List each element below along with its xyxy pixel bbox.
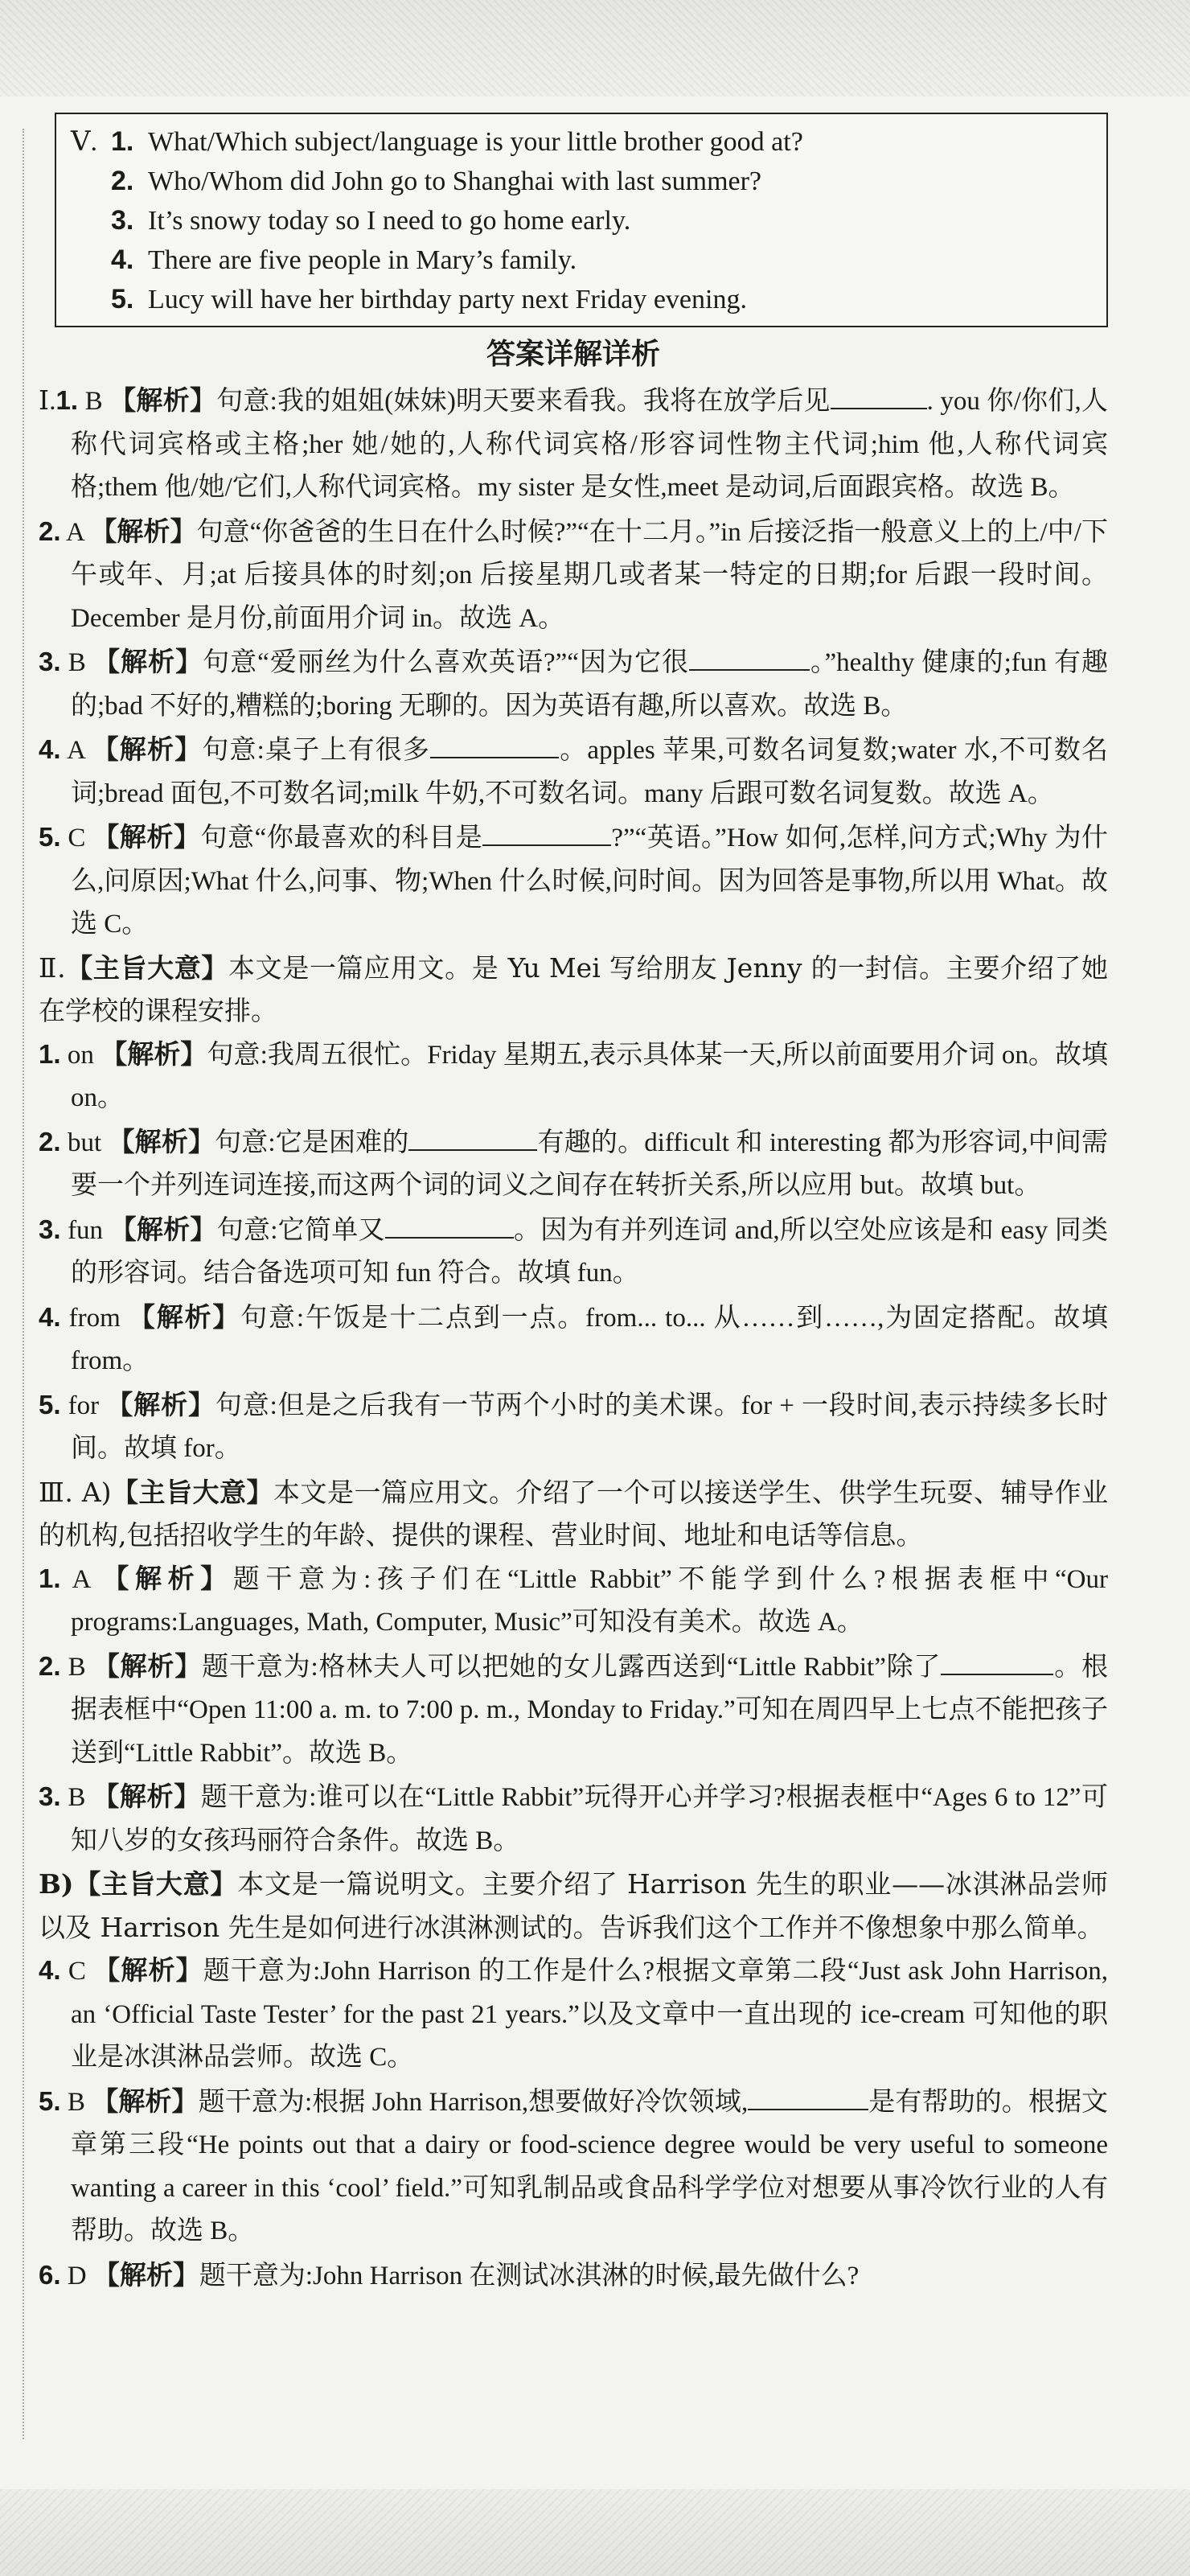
s2-q1: 1. on 【解析】句意:我周五很忙。Friday 星期五,表示具体某一天,所以前面要用介词 on。故填 on。 (39, 1038, 1109, 1112)
section-v-label: Ⅴ. (71, 127, 98, 157)
scan-top-margin (0, 0, 1190, 97)
dotted-margin-rule (23, 129, 39, 2439)
s1-q2: 2. A 【解析】句意“你爸爸的生日在什么时候?”“在十二月。”in 后接泛指一般意义上的上/中/下午或年、月;at 后接具体的时刻;on 后接星期几或者某一特定的日期;for 后跟一段时间。December 是月份,前面用介词 in。故选 A。 (39, 516, 1109, 633)
s1-q5: 5. C 【解析】句意“你最喜欢的科目是 ?”“英语。”How 如何,怎样,问方式;Why 为什么,问原因;What 什么,问事、物;When 什么时候,问时间。因为回答是事物,所以用 What。故选 C。 (39, 822, 1109, 939)
answer-blank (408, 1125, 537, 1151)
section-v-item: 4. There are five people in Mary’s family. (111, 244, 577, 275)
s2-q3: 3. fun 【解析】句意:它简单又 。因为有并列连词 and,所以空处应该是和 easy 同类的形容词。结合备选项可知 fun 符合。故填 fun。 (39, 1214, 1109, 1288)
answer-blank (385, 1213, 514, 1239)
page-content (39, 113, 1108, 2298)
s3-q3: 3. B 【解析】题干意为:谁可以在“Little Rabbit”玩得开心并学习?根据表框中“Ages 6 to 12”可知八岁的女孩玛丽符合条件。故选 B。 (39, 1781, 1109, 1855)
s3-q1: 1. A 【解析】题干意为:孩子们在“Little Rabbit”不能学到什么?根据表框中“Our programs:Languages, Math, Computer, Music”可知没有美术。故选 A。 (39, 1563, 1108, 1637)
answer-blank (941, 1650, 1053, 1675)
s1-q4: 4. A 【解析】句意:桌子上有很多 。apples 苹果,可数名词复数;water 水,不可数名词;bread 面包,不可数名词;milk 牛奶,不可数名词。many 后跟可数名词复数。故选 A。 (39, 734, 1109, 808)
s3-q4: 4. C 【解析】题干意为:John Harrison 的工作是什么?根据文章第二段“Just ask John Harrison, an ‘Official Taste Tester’ for the past 21 years.”以及文章中一直出现的 ice-cream 可知他的职业是冰淇淋品尝师。故选 C。 (39, 1955, 1109, 2072)
s2-q5: 5. for 【解析】句意:但是之后我有一节两个小时的美术课。for + 一段时间,表示持续多长时间。故填 for。 (39, 1389, 1109, 1463)
s1-q3: 3. B 【解析】句意“爱丽丝为什么喜欢英语?”“因为它很 。”healthy 健康的;fun 有趣的;bad 不好的,糟糕的;boring 无聊的。因为英语有趣,所以喜欢。故选 B。 (39, 647, 1109, 721)
s3a-main-idea: Ⅲ. A)【主旨大意】本文是一篇应用文。介绍了一个可以接送学生、供学生玩耍、辅导作业的机构,包括招收学生的年龄、提供的课程、营业时间、地址和电话等信息。 (39, 1476, 1108, 1551)
section-v-item: 2. Who/Whom did John go to Shanghai with last summer? (111, 166, 762, 196)
scan-bottom-margin (0, 2489, 1190, 2576)
s3-q2: 2. B 【解析】题干意为:格林夫人可以把她的女儿露西送到“Little Rabbit”除了 。根据表框中“Open 11:00 a. m. to 7:00 p. m., Monday to Friday.”可知在周四早上七点不能把孩子送到“Little Rabbit”。故选 B。 (39, 1650, 1109, 1768)
section-v-item: Ⅴ. 1. What/Which subject/language is your little brother good at? (71, 122, 1092, 162)
s2-q2: 2. but 【解析】句意:它是困难的 有趣的。difficult 和 interesting 都为形容词,中间需要一个并列连词连接,而这两个词的词义之间存在转折关系,所以应用 but。故填 but。 (39, 1126, 1109, 1200)
answer-blank (831, 384, 927, 409)
section-v-item: 5. Lucy will have her birthday party next Friday evening. (111, 284, 747, 314)
s3b-main-idea: B)【主旨大意】本文是一篇说明文。主要介绍了 Harrison 先生的职业——冰淇淋品尝师以及 Harrison 先生是如何进行冰淇淋测试的。告诉我们这个工作并不像想象中那么简单。 (39, 1868, 1109, 1943)
section-v-answer-box (55, 113, 1108, 327)
s2-q4: 4. from 【解析】句意:午饭是十二点到一点。from... to... 从……到……,为固定搭配。故填 from。 (39, 1301, 1109, 1375)
answer-blank (430, 733, 559, 758)
section-v-item: 3. It’s snowy today so I need to go home early. (111, 205, 631, 236)
answer-blank (482, 820, 611, 846)
s3-q5: 5. B 【解析】题干意为:根据 John Harrison,想要做好冷饮领域, 是有帮助的。根据文章第三段“He points out that a dairy or food-science degree would be very useful to someone wanting a career in this ‘cool’ field.”可知乳制品或食品科学学位对想要从事冷饮行业的人有帮助。故选 B。 (39, 2085, 1109, 2245)
s3-q6: 6. D 【解析】题干意为:John Harrison 在测试冰淇淋的时候,最先做什么? (39, 2259, 860, 2290)
s1-q1: Ⅰ.1. B 【解析】句意:我的姐姐(妹妹)明天要来看我。我将在放学后见 . you 你/你们,人称代词宾格或主格;her 她/她的,人称代词宾格/形容词性物主代词;him 他,人称代词宾格;them 他/她/它们,人称代词宾格。my sister 是女性,meet 是动词,后面跟宾格。故选 B。 (39, 385, 1109, 502)
answer-blank (748, 2085, 868, 2110)
answers-title: 答案详解详析 (486, 338, 660, 371)
s2-main-idea: Ⅱ.【主旨大意】本文是一篇应用文。是 Yu Mei 写给朋友 Jenny 的一封信。主要介绍了她在学校的课程安排。 (39, 951, 1109, 1026)
answer-blank (689, 645, 810, 671)
